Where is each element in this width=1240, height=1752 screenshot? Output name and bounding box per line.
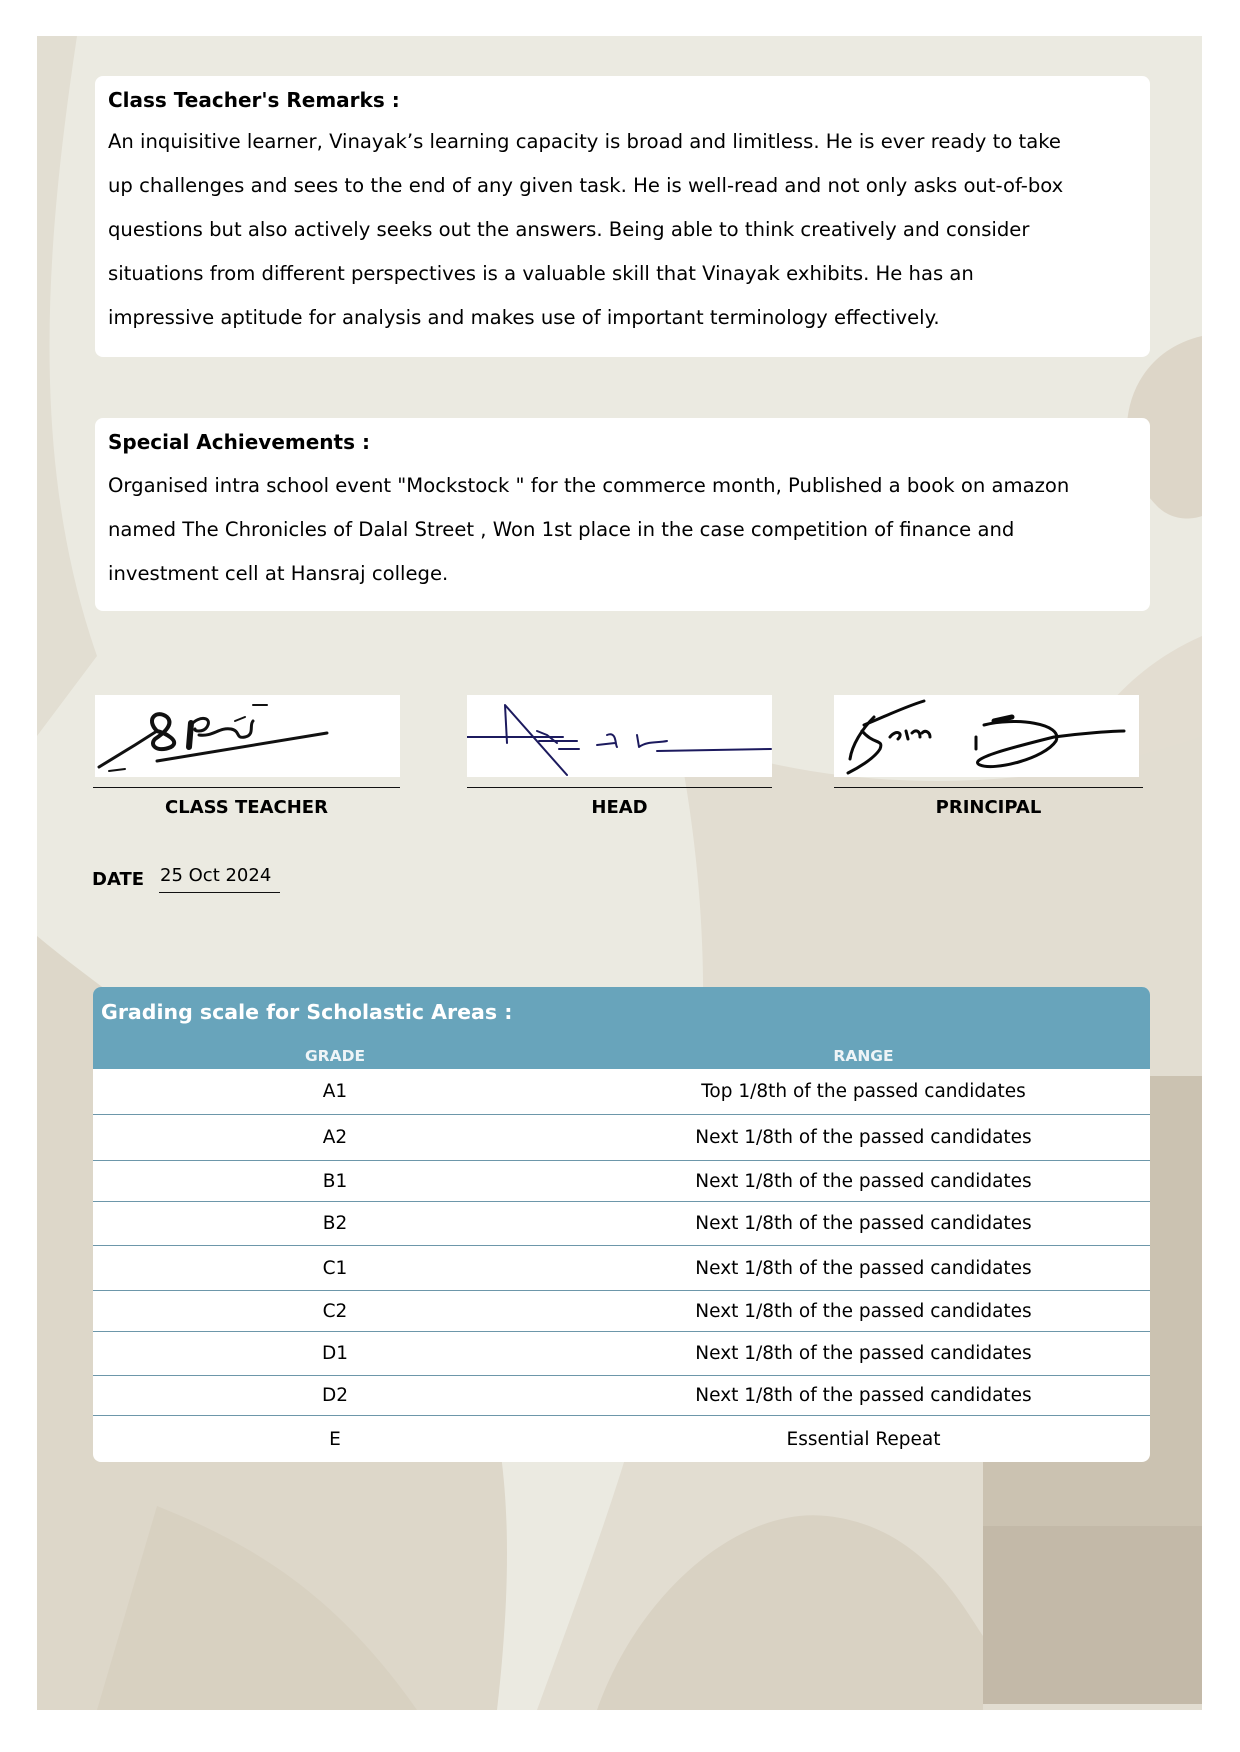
range-cell: Next 1/8th of the passed candidates	[695, 1213, 1032, 1234]
grade-cell: E	[329, 1428, 341, 1450]
class-teacher-label: CLASS TEACHER	[165, 797, 328, 818]
remarks-line: An inquisitive learner, Vinayak’s learning capacity is broad and limitless. He is ever ready to take	[108, 130, 1061, 153]
head-signature-line	[467, 787, 772, 788]
principal-signature-line	[834, 787, 1143, 788]
principal-label: PRINCIPAL	[935, 797, 1042, 818]
grading-table-title: Grading scale for Scholastic Areas :	[101, 1000, 513, 1024]
head-signature-image	[467, 695, 772, 777]
range-column-header: RANGE	[833, 1047, 894, 1065]
remarks-line: situations from different perspectives is a valuable skill that Vinayak exhibits. He has an	[108, 262, 974, 285]
grade-cell: B1	[322, 1170, 348, 1192]
class-teacher-signature	[95, 695, 400, 777]
grading-table-row	[93, 1332, 1150, 1376]
grading-table-row	[93, 1115, 1150, 1161]
class-teacher-signature-image	[95, 695, 400, 777]
achievements-title: Special Achievements :	[108, 430, 370, 454]
grading-table-row	[93, 1291, 1150, 1332]
remarks-line: impressive aptitude for analysis and makes use of important terminology effectively.	[108, 306, 940, 329]
date-label: DATE	[92, 869, 145, 890]
grade-cell: D1	[321, 1343, 348, 1364]
range-cell: Next 1/8th of the passed candidates	[695, 1300, 1032, 1322]
grading-table-row	[93, 1376, 1150, 1416]
range-cell: Next 1/8th of the passed candidates	[695, 1170, 1032, 1192]
range-cell: Next 1/8th of the passed candidates	[695, 1343, 1032, 1364]
grade-cell: B2	[322, 1213, 348, 1234]
grading-table	[93, 987, 1150, 1462]
remarks-card	[95, 76, 1150, 357]
remarks-title: Class Teacher's Remarks :	[108, 88, 400, 112]
grading-table-row	[93, 1246, 1150, 1291]
head-label: HEAD	[591, 797, 648, 818]
grading-table-row	[93, 1416, 1150, 1462]
range-cell: Top 1/8th of the passed candidates	[701, 1081, 1026, 1102]
grade-cell: D2	[321, 1385, 348, 1406]
achievements-line: named The Chronicles of Dalal Street , Won 1st place in the case competition of finance and	[108, 518, 1015, 541]
grade-cell: C1	[322, 1257, 348, 1279]
achievements-line: Organised intra school event "Mockstock " for the commerce month, Published a book on amazon	[108, 474, 1070, 497]
grade-cell: A1	[322, 1081, 348, 1102]
head-signature	[467, 695, 772, 777]
range-cell: Next 1/8th of the passed candidates	[695, 1257, 1032, 1279]
grading-table-header	[93, 987, 1150, 1069]
grade-cell: A2	[322, 1127, 348, 1148]
grading-table-row	[93, 1161, 1150, 1202]
remarks-line: questions but also actively seeks out the answers. Being able to think creatively and consider	[108, 218, 1030, 241]
range-cell: Essential Repeat	[786, 1428, 941, 1450]
achievements-card	[95, 418, 1150, 611]
class-teacher-signature-line	[93, 787, 400, 788]
range-cell: Next 1/8th of the passed candidates	[695, 1385, 1032, 1406]
grading-table-row	[93, 1202, 1150, 1246]
achievements-line: investment cell at Hansraj college.	[108, 562, 449, 585]
remarks-line: up challenges and sees to the end of any given task. He is well-read and not only asks out-of-box	[108, 174, 1064, 197]
grade-column-header: GRADE	[304, 1047, 366, 1065]
principal-signature	[834, 695, 1139, 777]
grade-cell: C2	[322, 1300, 348, 1322]
principal-signature-image	[834, 695, 1139, 777]
date-value: 25 Oct 2024	[159, 864, 280, 893]
range-cell: Next 1/8th of the passed candidates	[695, 1127, 1032, 1148]
grading-table-row	[93, 1069, 1150, 1115]
